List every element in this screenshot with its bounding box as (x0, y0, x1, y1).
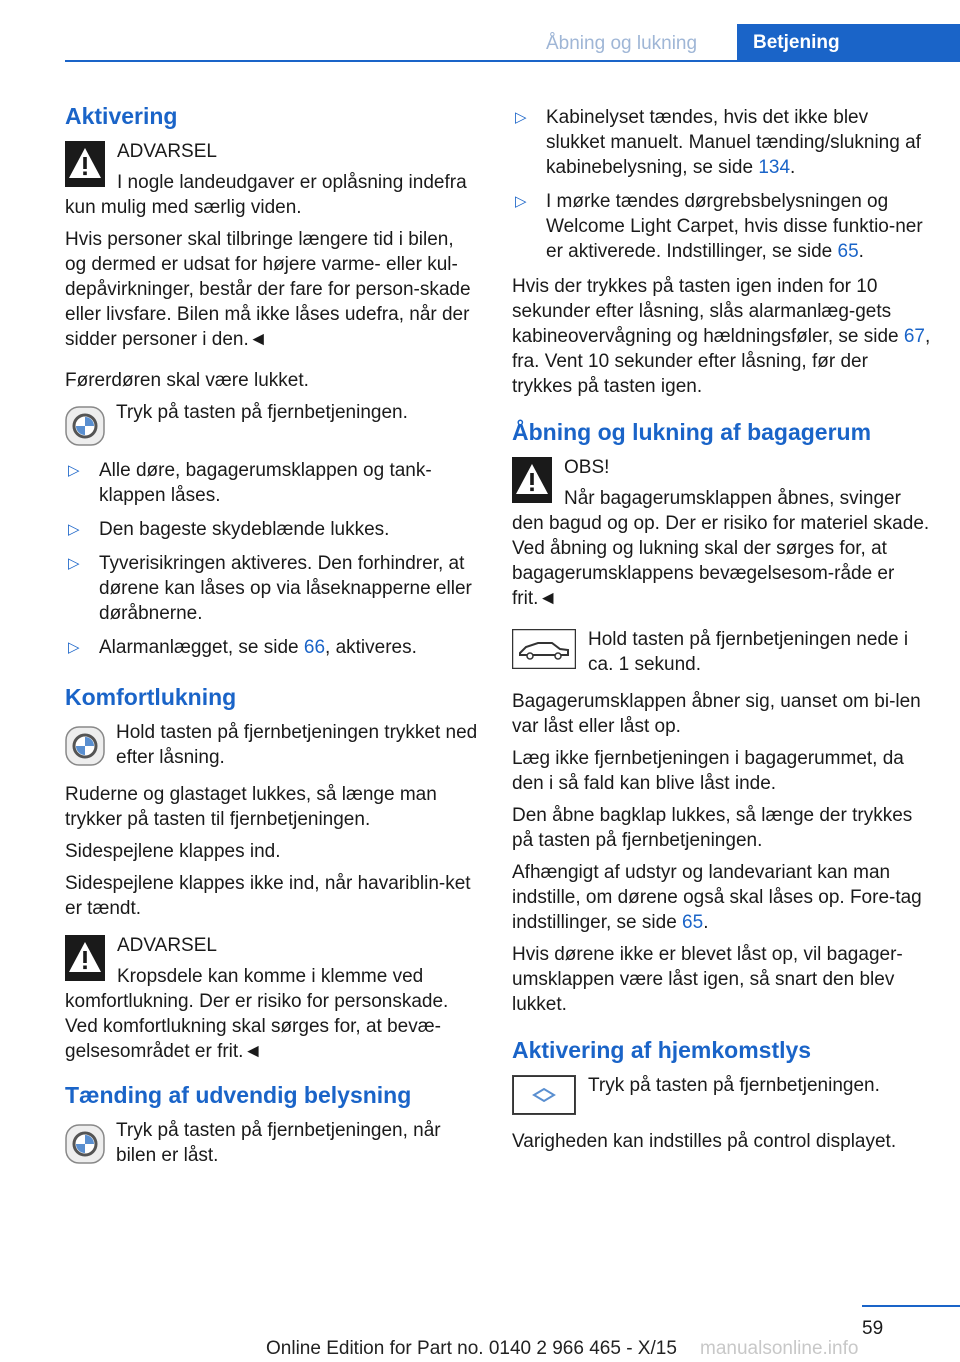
paragraph: Hvis der trykkes på tasten igen inden for 10 sekunder efter låsning, slås alarmanlæg-gets kabineovervågning og hældningsføler, se side 67, fra. Vent 10 sekunder efter låsning, før der trykkes på tasten igen. (512, 276, 931, 397)
triangle-bullet-icon: ▷ (68, 462, 80, 479)
warning-block (65, 933, 480, 1064)
paragraph: Førerdøren skal være lukket. (65, 370, 309, 391)
caution-icon (512, 457, 552, 503)
paragraph: Sidespejlene klappes ind. (65, 841, 281, 862)
bmw-key-button-icon (65, 406, 105, 446)
warning-icon (65, 141, 105, 187)
paragraph: Ruderne og glastaget lukkes, så længe man trykker på tasten til fjernbetjeningen. (65, 784, 437, 830)
edition-note: Online Edition for Part no. 0140 2 966 465 - X/15 (266, 1338, 677, 1359)
key-instruction-text: Tryk på tasten på fjernbetjeningen. (116, 402, 408, 423)
page-link[interactable]: 67 (903, 326, 925, 347)
warning-icon (65, 935, 105, 981)
triangle-bullet-icon: ▷ (68, 521, 80, 538)
page-link[interactable]: 66 (303, 637, 326, 658)
paragraph: Læg ikke fjernbetjeningen i bagagerummet, da den i så fald kan blive låst inde. (512, 748, 904, 794)
key-instruction (65, 720, 480, 770)
list-item: ▷ Kabinelyset tændes, hvis det ikke blev slukket manuelt. Manuel tænding/slukning af kabinebelysning, se side 134. (515, 107, 921, 178)
warning-title: ADVARSEL (117, 935, 217, 956)
heading-hjemkomstlys: Aktivering af hjemkomstlys (512, 1037, 812, 1063)
caution-title: OBS! (564, 457, 610, 478)
header-chapter-tab: Betjening (737, 24, 960, 62)
page-link[interactable]: 134 (758, 157, 791, 178)
warning-text: Kropsdele kan komme i klemme ved komfortlukning. Der er risiko for personskade. Ved komfortlukning skal sørges for, at bevæ-gelsesområdet er frit.◄ (65, 966, 449, 1062)
page-link[interactable]: 65 (682, 912, 704, 933)
key-instruction-text: Hold tasten på fjernbetjeningen trykket ned efter låsning. (116, 722, 478, 768)
left-column (65, 101, 480, 1175)
paragraph: Varigheden kan indstilles på control displayet. (512, 1131, 897, 1152)
header-rule (65, 60, 737, 62)
heading-aktivering: Aktivering (65, 103, 178, 129)
watermark: manualsonline.info (700, 1338, 859, 1359)
header-section-title: Åbning og lukning (546, 33, 698, 54)
trunk-instruction (512, 627, 932, 677)
paragraph: Den åbne bagklap lukkes, så længe der trykkes på tasten på fjernbetjeningen. (512, 805, 913, 851)
bullet-list (512, 105, 932, 264)
paragraph: Bagagerumsklappen åbner sig, uanset om bi-len var låst eller låst op. (512, 691, 921, 737)
warning-text: I nogle landeudgaver er oplåsning indefra kun mulig med særlig viden. (65, 172, 467, 218)
triangle-bullet-icon: ▷ (68, 639, 80, 656)
list-item: ▷ Tyverisikringen aktiveres. Den forhindrer, at dørene kan låses op via låseknapperne eller døråbnerne. (68, 553, 472, 624)
list-item: ▷ Alarmanlægget, se side 66, aktiveres. (68, 637, 417, 658)
footer-rule (862, 1305, 960, 1307)
warning-block (65, 139, 480, 220)
bmw-key-button-icon (65, 726, 105, 766)
triangle-bullet-icon: ▷ (515, 109, 527, 126)
heading-komfortlukning: Komfortlukning (65, 684, 237, 710)
bullet-list (65, 458, 480, 660)
key-instruction-text: Tryk på tasten på fjernbetjeningen, når bilen er låst. (116, 1120, 441, 1166)
headlight-button-icon (512, 1075, 576, 1115)
page-number: 59 (862, 1318, 884, 1339)
triangle-bullet-icon: ▷ (515, 193, 527, 210)
trunk-instruction-text: Hold tasten på fjernbetjeningen nede i ca. 1 sekund. (588, 629, 909, 675)
warning-text-cont: Hvis personer skal tilbringe længere tid i bilen, og dermed er udsat for højere varme- eller kul-depåvirkninger, består der fare for person-skade eller livsfare. Bilen må ikke låses udefra, når der sidder personer i den.◄ (65, 229, 471, 350)
list-item: ▷ Alle døre, bagagerumsklappen og tank-klappen låses. (68, 460, 432, 506)
paragraph: Afhængigt af udstyr og landevariant kan man indstille, om dørene også skal låses op. Fore-tag indstillinger, se side 65. (512, 862, 922, 933)
list-item: ▷ I mørke tændes dørgrebsbelysningen og Welcome Light Carpet, hvis disse funktio-ner er aktiverede. Indstillinger, se side 65. (515, 191, 923, 262)
right-column (512, 101, 932, 1161)
bmw-key-button-icon (65, 1124, 105, 1164)
trunk-button-icon (512, 629, 576, 669)
warning-title: ADVARSEL (117, 141, 217, 162)
caution-block (512, 455, 932, 611)
triangle-bullet-icon: ▷ (68, 555, 80, 572)
home-light-instruction (512, 1073, 932, 1119)
key-instruction (65, 400, 480, 446)
key-instruction (65, 1118, 480, 1168)
paragraph: Hvis dørene ikke er blevet låst op, vil bagager-umsklappen være låst igen, så snart den blev lukket. (512, 944, 903, 1015)
page-link[interactable]: 65 (837, 241, 859, 262)
list-item: ▷ Den bageste skydeblænde lukkes. (68, 519, 390, 540)
paragraph: Sidespejlene klappes ikke ind, når havariblin-ket er tændt. (65, 873, 471, 919)
home-light-instruction-text: Tryk på tasten på fjernbetjeningen. (588, 1075, 880, 1096)
heading-bagagerum: Åbning og lukning af bagagerum (512, 419, 872, 445)
caution-text: Når bagagerumsklappen åbnes, svinger den bagud og op. Der er risiko for materiel skade. Ved åbning og lukning skal der sørges for, at bagagerumsklappens bevægelsesom-råde er frit.◄ (512, 488, 930, 609)
heading-taending: Tænding af udvendig belysning (65, 1082, 412, 1108)
